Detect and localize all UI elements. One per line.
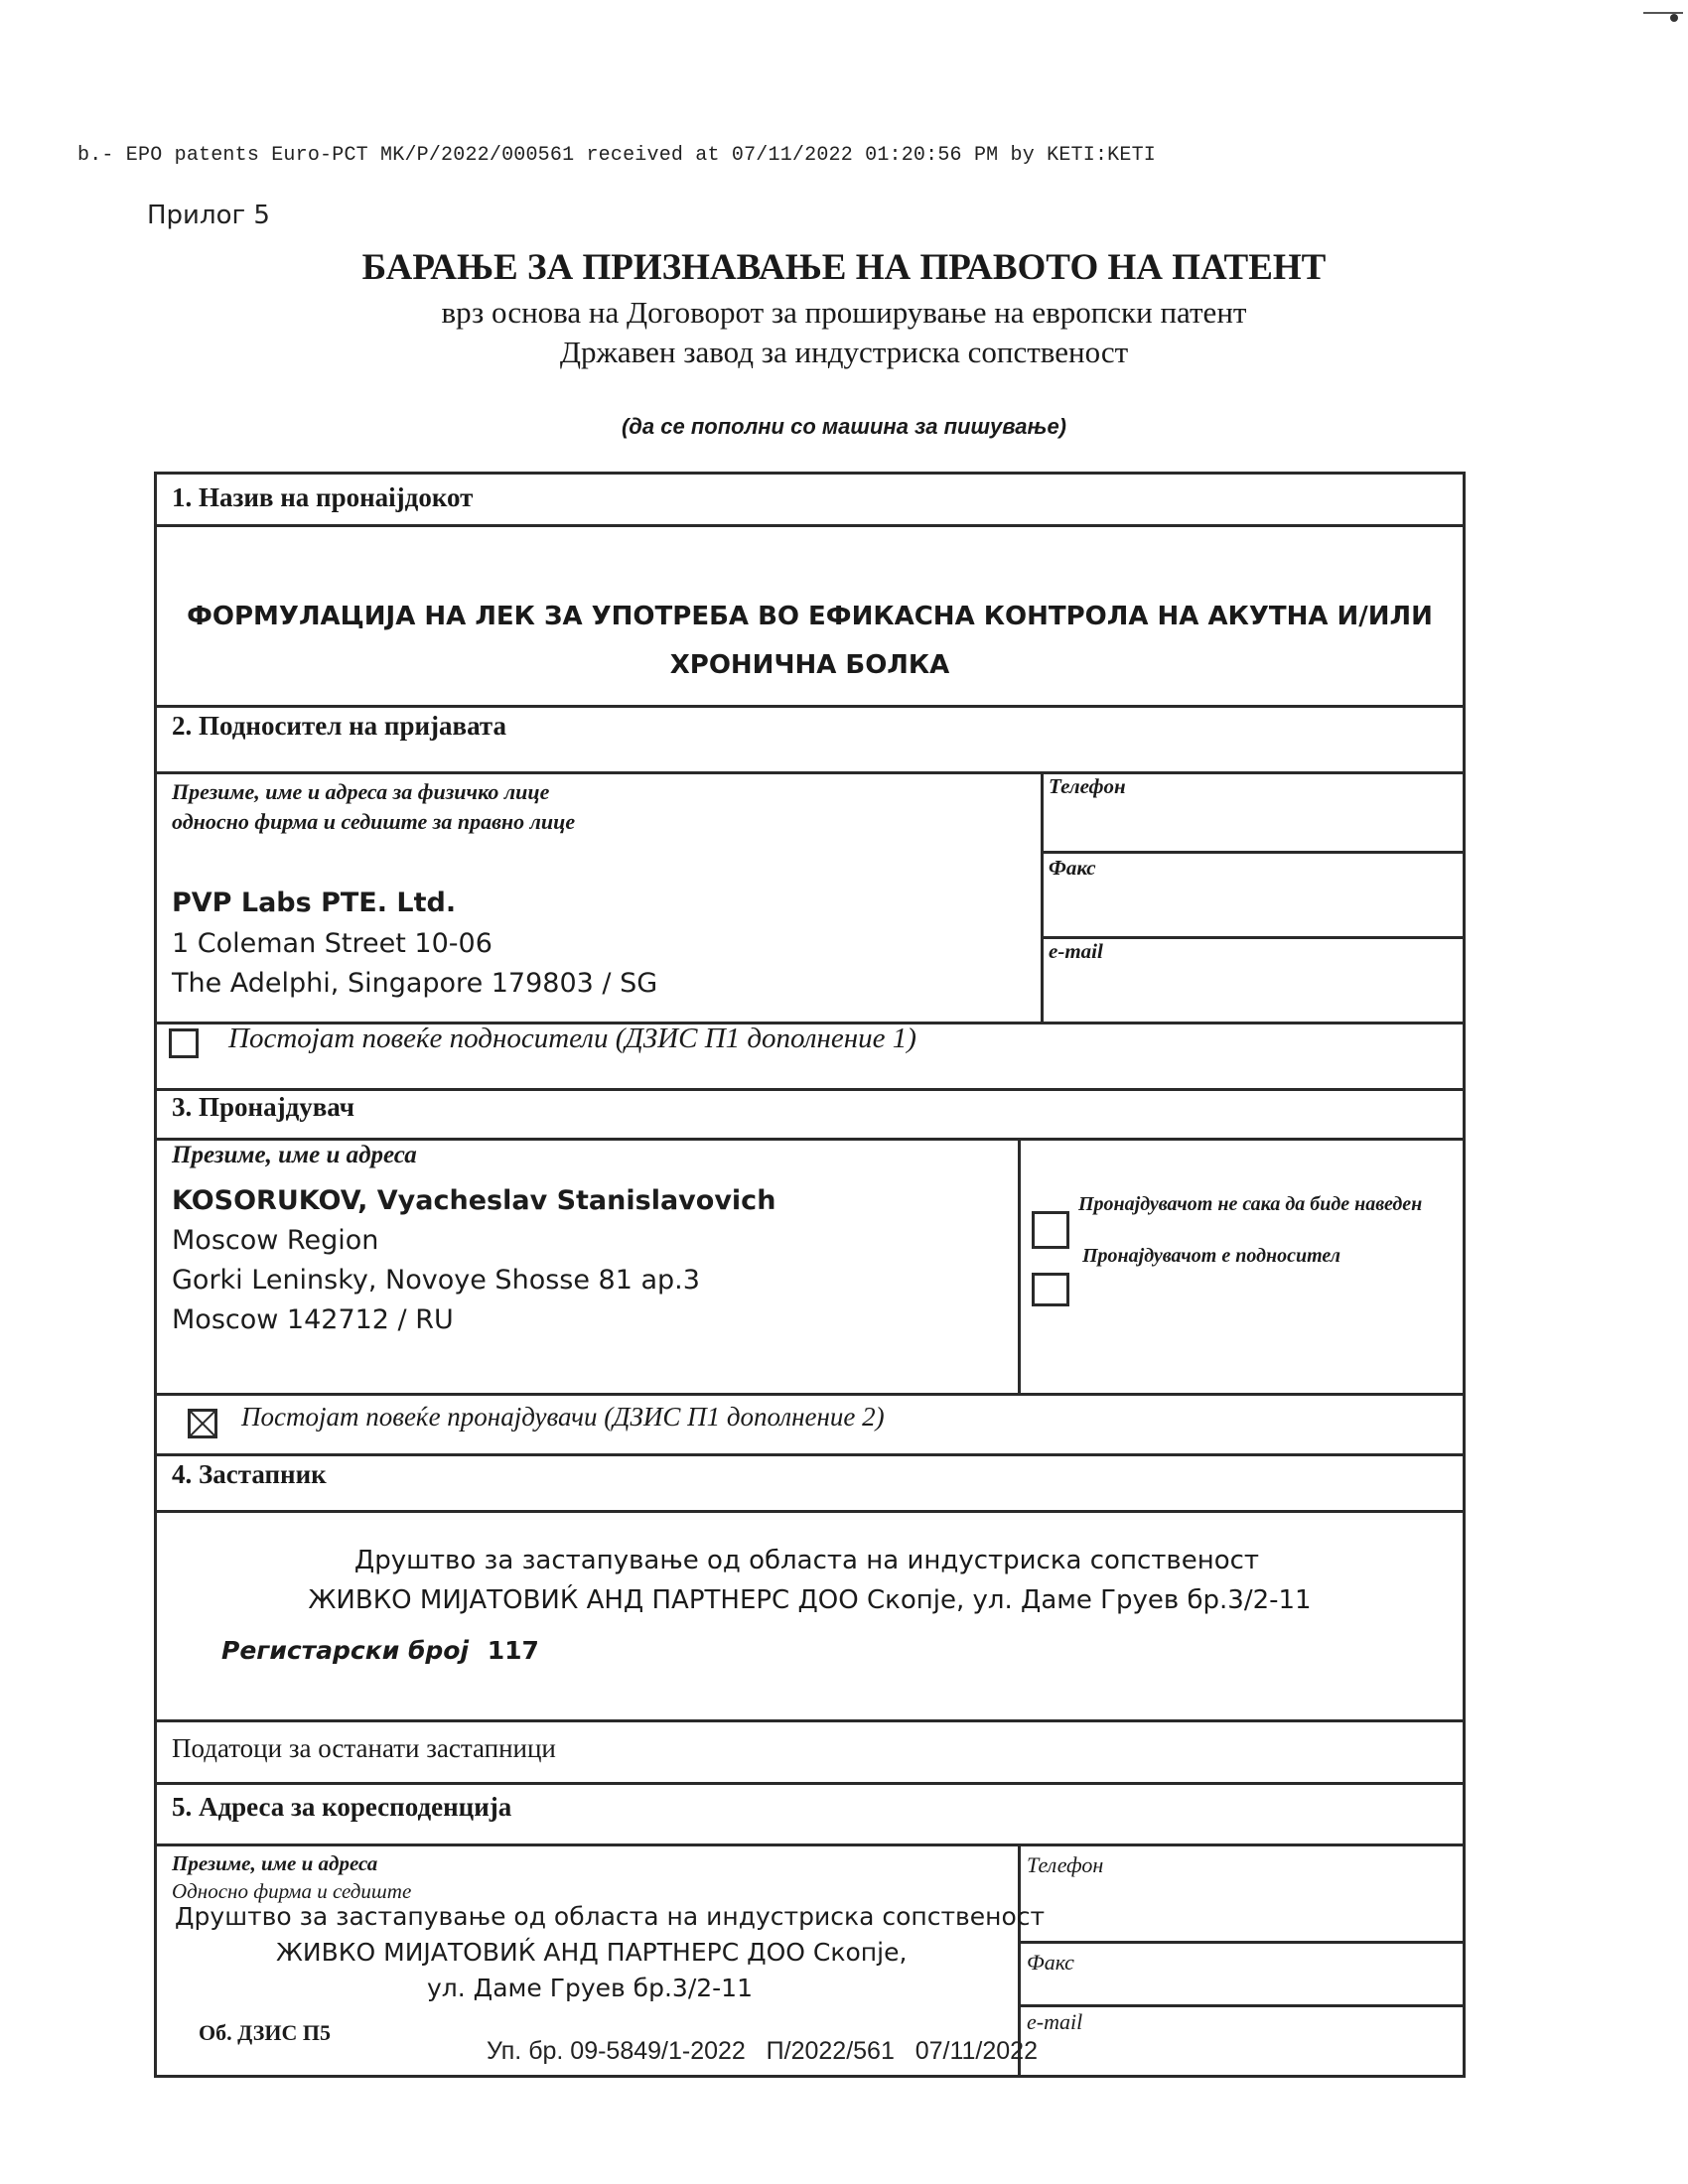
- divider: [154, 705, 1466, 708]
- scan-mark: [1643, 12, 1683, 14]
- applicant-name[interactable]: PVP Labs PTE. Ltd.: [172, 887, 457, 918]
- attachment-label: Прилог 5: [147, 201, 270, 230]
- inventor-address-line[interactable]: Moscow Region: [172, 1225, 379, 1256]
- table-bottom-border: [154, 2075, 1466, 2078]
- inventor-is-applicant-label: Пронајдувачот е подносител: [1082, 1245, 1341, 1267]
- applicant-instruction: односно фирма и седиште за правно лице: [172, 809, 576, 834]
- section-5-heading: 5. Адреса за коресподенција: [172, 1792, 512, 1822]
- inventor-is-applicant-checkbox[interactable]: [1032, 1273, 1069, 1306]
- applicant-address-line[interactable]: 1 Coleman Street 10-06: [172, 928, 492, 959]
- divider: [154, 1138, 1466, 1141]
- inventor-address-line[interactable]: Moscow 142712 / RU: [172, 1304, 454, 1335]
- table-top-border: [154, 472, 1466, 475]
- column-divider: [1018, 1138, 1021, 1394]
- invention-title-line1: ФОРМУЛАЦИЈА НА ЛЕК ЗА УПОТРЕБА ВО ЕФИКАСНА КОНТРОЛА НА АКУТНА И/ИЛИ: [187, 602, 1433, 631]
- table-right-border: [1463, 472, 1466, 2077]
- divider: [154, 1453, 1466, 1456]
- correspondence-fax-label: Факс: [1027, 1950, 1074, 1975]
- divider: [1018, 1941, 1466, 1944]
- divider: [154, 1719, 1466, 1722]
- correspondence-address-line[interactable]: Друштво за застапување од областа на индустриска сопственост: [175, 1902, 1046, 1931]
- divider: [154, 771, 1466, 774]
- form-title: БАРАЊЕ ЗА ПРИЗНАВАЊЕ НА ПРАВОТО НА ПАТЕНТ: [361, 247, 1327, 288]
- office-name: Државен завод за индустриска сопственост: [559, 335, 1129, 369]
- section-3-heading: 3. Пронајдувач: [172, 1092, 354, 1122]
- agent-name-line2: ЖИВКО МИЈАТОВИЌ АНД ПАРТНЕРС ДОО Скопје, ул. Даме Груев бр.3/2-11: [308, 1585, 1312, 1615]
- correspondence-phone-label: Телефон: [1027, 1852, 1104, 1877]
- divider: [154, 1843, 1466, 1846]
- section-4-heading: 4. Застапник: [172, 1459, 327, 1489]
- fax-label: Факс: [1049, 856, 1096, 880]
- divider: [154, 1088, 1466, 1091]
- divider: [154, 1510, 1466, 1513]
- form-code: Об. ДЗИС П5: [199, 2020, 332, 2045]
- phone-label: Телефон: [1049, 774, 1126, 798]
- table-left-border: [154, 472, 157, 2077]
- section-1-heading: 1. Назив на пронаіјдокот: [172, 482, 474, 512]
- more-inventors-label: Постојат повеќе пронајдувачи (ДЗИС П1 дополнение 2): [241, 1402, 885, 1432]
- agent-name-line1: [154, 1546, 1466, 1575]
- applicant-address-line[interactable]: The Adelphi, Singapore 179803 / SG: [172, 968, 658, 999]
- inventor-instruction: Презиме, име и адреса: [172, 1142, 417, 1168]
- divider: [154, 1393, 1466, 1396]
- divider: [154, 1782, 1466, 1785]
- correspondence-instruction: Односно фирма и седиште: [172, 1879, 412, 1903]
- phone-field[interactable]: [1045, 799, 1462, 849]
- agent-line1-text: Друштво за застапување од областа на индустриска сопственост: [353, 1546, 1260, 1575]
- more-applicants-checkbox[interactable]: [169, 1028, 199, 1058]
- receipt-stamp: b.- EPO patents Euro-PCT MK/P/2022/000561 received at 07/11/2022 01:20:56 PM by KETI:KETI: [77, 144, 1156, 167]
- fax-field[interactable]: [1045, 884, 1462, 933]
- correspondence-address-line[interactable]: ул. Даме Груев бр.3/2-11: [427, 1974, 753, 2002]
- scan-dot: [1670, 14, 1678, 22]
- divider: [154, 524, 1466, 527]
- registration-number[interactable]: 117: [487, 1636, 539, 1665]
- email-label: e-mail: [1049, 939, 1103, 963]
- invention-title-line2: ХРОНИЧНА БОЛКА: [669, 650, 950, 680]
- reference-stamp: Уп. бр. 09-5849/1-2022 П/2022/561 07/11/2022: [487, 2037, 1038, 2065]
- inventor-name[interactable]: KOSORUKOV, Vyacheslav Stanislavovich: [172, 1185, 776, 1216]
- correspondence-instruction: Презиме, име и адреса: [172, 1851, 378, 1875]
- registration-label: Регистарски број: [221, 1636, 470, 1665]
- more-applicants-label: Постојат повеќе подносители (ДЗИС П1 дополнение 1): [228, 1023, 916, 1054]
- divider: [1018, 2004, 1466, 2007]
- registration-number-row: [221, 1636, 539, 1665]
- correspondence-address-line[interactable]: ЖИВКО МИЈАТОВИЌ АНД ПАРТНЕРС ДОО Скопје,: [276, 1938, 908, 1967]
- more-inventors-checkbox[interactable]: [188, 1409, 217, 1438]
- form-subtitle: врз основа на Договорот за проширување на европски патент: [441, 295, 1247, 330]
- correspondence-email-label: e-mail: [1027, 2009, 1083, 2034]
- applicant-instruction: Презиме, име и адреса за физичко лице: [172, 779, 550, 804]
- divider: [1041, 851, 1466, 854]
- column-divider: [1041, 771, 1044, 1023]
- inventor-not-named-label: Пронајдувачот не сака да биде наведен: [1078, 1193, 1423, 1215]
- other-agents-link[interactable]: Податоци за останати застапници: [172, 1733, 556, 1763]
- email-field[interactable]: [1045, 968, 1462, 1018]
- divider: [1041, 936, 1466, 939]
- inventor-address-line[interactable]: Gorki Leninsky, Novoye Shosse 81 ap.3: [172, 1265, 700, 1296]
- section-2-heading: 2. Подносител на пријавата: [172, 711, 507, 741]
- inventor-not-named-checkbox[interactable]: [1032, 1211, 1069, 1249]
- fill-instruction: (да се пополни со машина за пишување): [621, 414, 1067, 439]
